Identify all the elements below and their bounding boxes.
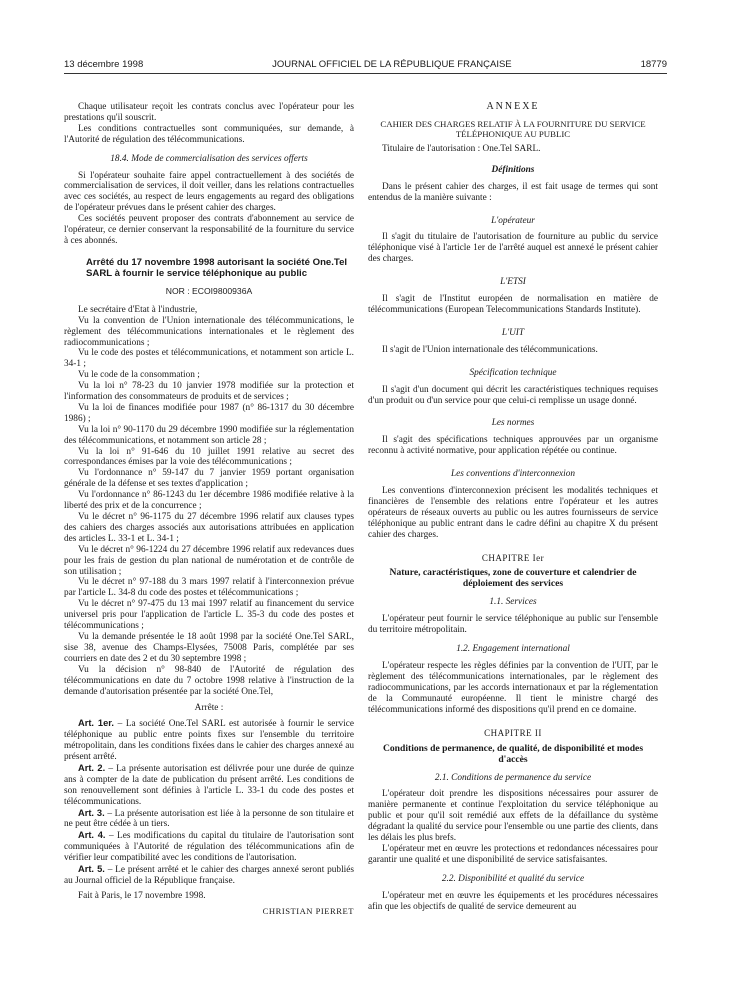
section-title: 2.2. Disponibilité et qualité du service: [441, 873, 585, 884]
paragraph: L'opérateur met en œuvre les équipements et les procédures nécessaires afin que les objectifs de qualité de service demeurent au: [368, 890, 658, 912]
annexe-title: CAHIER DES CHARGES RELATIF À LA FOURNITURE DU SERVICE TÉLÉPHONIQUE AU PUBLIC: [380, 118, 646, 140]
visa: Vu la loi n° 91-646 du 10 juillet 1991 relative au secret des correspondances émises par la voie des télécommunications ;: [64, 446, 354, 468]
definition-term: Les normes: [491, 418, 535, 429]
article-label: Art. 4.: [78, 830, 106, 841]
visa: Vu la loi n° 90-1170 du 29 décembre 1990 modifiée sur la réglementation des télécommunications, et notamment son article 28 ;: [64, 424, 354, 446]
visa: Vu le décret n° 96-1175 du 27 décembre 1996 relatif aux clauses types des cahiers des charges associés aux autorisations attribuées en application des articles L. 33-1 et L. 34-1 ;: [64, 512, 354, 544]
titulaire: Titulaire de l'autorisation : One.Tel SARL.: [382, 143, 541, 154]
chapter-1-title: Nature, caractéristiques, zone de couverture et calendrier de déploiement des services: [389, 567, 637, 590]
article-label: Art. 3.: [78, 807, 105, 818]
paragraph: Ces sociétés peuvent proposer des contrats d'abonnement au service de l'opérateur, ce dernier conservant la responsabilité de la fourniture du service à ces abonnés.: [64, 214, 354, 246]
paragraph: L'opérateur respecte les règles définies par la convention de l'UIT, par le règlement des télécommunications internationales, par le règlement des radiocommunications, par les accords internationaux et par la réglementation de la Communauté européenne. Il tient le ministre chargé des télécommunications informé des dispositions qu'il prend en ce domaine.: [368, 661, 658, 715]
section-title: 1.2. Engagement international: [456, 644, 570, 655]
paragraph: L'opérateur peut fournir le service téléphonique au public sur l'ensemble du territoire métropolitain.: [368, 614, 658, 636]
visa: Vu la convention de l'Union internationale des télécommunications, le règlement des télécommunications internationales et le règlement des radiocommunications ;: [64, 315, 354, 348]
article-label: Art. 1er.: [78, 718, 114, 729]
visa: Vu la décision n° 98-840 de l'Autorité de régulation des télécommunications en date du 7 octobre 1998 relative à l'instruction de la demande d'autorisation présentée par la société One.Tel,: [64, 664, 354, 697]
definition-term: L'UIT: [501, 327, 525, 338]
article: [64, 718, 354, 763]
visa: Vu la loi de finances modifiée pour 1987 (n° 86-1317 du 30 décembre 1986) ;: [64, 402, 354, 424]
visa: Vu l'ordonnance n° 86-1243 du 1er décembre 1986 modifiée relative à la liberté des prix et de la concurrence ;: [64, 490, 354, 512]
definition-term: Spécification technique: [469, 367, 557, 378]
article: [64, 864, 354, 887]
section-title: 1.1. Services: [489, 597, 537, 608]
nor-reference: NOR : ECOI9800936A: [165, 285, 253, 296]
right-column: [368, 102, 658, 913]
visa: Vu le décret n° 96-1224 du 27 décembre 1996 relatif aux redevances dues pour les frais de gestion du plan national de numérotation et de contrôle de son utilisation ;: [64, 544, 354, 577]
article-text: – Les modifications du capital du titulaire de l'autorisation sont communiquées à l'Autorité de régulation des télécommunications afin de vérifier leur compatibilité avec les conditions de l'autorisation.: [64, 831, 354, 864]
paragraph: L'opérateur doit prendre les dispositions nécessaires pour assurer de manière permanente et continue l'exploitation du service téléphonique au public et pour qu'il soit remédié aux effets de la défaillance du système dégradant la qualité du service pour l'ensemble ou une partie des clients, dans les délais les plus brefs.: [368, 789, 658, 844]
visa: Vu le décret n° 97-188 du 3 mars 1997 relatif à l'interconnexion prévue par l'article L. 34-8 du code des postes et télécommunications ;: [64, 577, 354, 599]
fait-a-paris: Fait à Paris, le 17 novembre 1998.: [78, 890, 206, 901]
definitions-intro: Dans le présent cahier des charges, il est fait usage de termes qui sont entendus de la manière suivante :: [368, 181, 658, 203]
paragraph: Si l'opérateur souhaite faire appel contractuellement à des sociétés de commercialisation de services, il doit veiller, dans les relations contractuelles avec ces sociétés, au respect de leurs engagements au regard des obligations de l'opérateur prévues dans le présent cahier des charges.: [64, 170, 354, 214]
paragraph: Les conditions contractuelles sont communiquées, sur demande, à l'Autorité de régulation des télécommunications.: [64, 123, 354, 145]
definition-term: L'ETSI: [500, 277, 526, 288]
visa: Vu la demande présentée le 18 août 1998 par la société One.Tel SARL, sise 38, avenue des Champs-Elysées, 75008 Paris, complétée par ses courriers en date des 2 et du 30 septembre 1998 ;: [64, 631, 354, 664]
article-label: Art. 2.: [78, 762, 106, 773]
article: [64, 763, 354, 808]
paragraph: Chaque utilisateur reçoit les contrats conclus avec l'opérateur pour les prestations qu'il souscrit.: [64, 102, 354, 123]
section-title: 2.1. Conditions de permanence du service: [434, 772, 592, 783]
paragraph: L'opérateur met en œuvre les protections et redondances nécessaires pour garantir une qualité et une disponibilité de service satisfaisantes.: [368, 843, 658, 865]
article: [64, 808, 354, 831]
article-text: – La présente autorisation est délivrée pour une durée de quinze ans à compter de la date de publication du présent arrêté. Les conditions de son renouvellement sont définies à l'article L. 33-1 du code des postes et télécommunications.: [64, 763, 354, 807]
header-date: 13 décembre 1998: [64, 58, 144, 70]
definition-text: Il s'agit de l'Union internationale des télécommunications.: [382, 344, 598, 355]
visa: Vu le décret n° 97-475 du 13 mai 1997 relatif au financement du service universel pris pour l'application de l'article L. 35-3 du code des postes et télécommunications ;: [64, 599, 354, 632]
header-rule: [64, 73, 667, 74]
header-page-number: 18779: [640, 58, 667, 70]
arrete-title: Arrêté du 17 novembre 1998 autorisant la société One.Tel SARL à fournir le service téléphonique au public: [86, 256, 348, 280]
definition-text: Il s'agit du titulaire de l'autorisation de fourniture au public du service téléphonique visé à l'article 1er de l'arrêté auquel est annexé le présent cahier des charges.: [368, 232, 658, 265]
definition-text: Il s'agit de l'Institut européen de normalisation en matière de télécommunications (European Telecommunications Standards Institute).: [368, 294, 658, 315]
article-text: – Le présent arrêté et le cahier des charges annexé seront publiés au Journal officiel de la République française.: [64, 865, 354, 886]
visa: Vu l'ordonnance n° 59-147 du 7 janvier 1959 portant organisation générale de la défense et ses textes d'application ;: [64, 468, 354, 490]
visa: Le secrétaire d'Etat à l'industrie,: [78, 304, 198, 315]
article-text: – La présente autorisation est liée à la personne de son titulaire et ne peut être cédée à un tiers.: [64, 808, 354, 830]
definition-text: Il s'agit d'un document qui décrit les caractéristiques techniques requises d'un produit ou d'un service pour que celui-ci remplisse un usage donné.: [368, 384, 658, 406]
definition-term: Les conventions d'interconnexion: [450, 469, 576, 480]
header-journal-title: JOURNAL OFFICIEL DE LA RÉPUBLIQUE FRANÇAISE: [272, 58, 512, 70]
definition-text: Les conventions d'interconnexion précisent les modalités techniques et financières de l'ensemble des relations entre l'opérateur et les autres opérateurs de réseaux ouverts au public ou les autres fournisseurs de service téléphonique au public entrant dans le cadre défini au chapitre X du présent cahier des charges.: [368, 486, 658, 540]
definition-term: L'opérateur: [491, 215, 535, 226]
article-text: – La société One.Tel SARL est autorisée à fournir le service téléphonique au public entre points fixes sur l'ensemble du territoire métropolitain, dans les conditions fixées dans le cahier des charges annexé au présent arrêté.: [64, 719, 354, 763]
left-column: [64, 102, 354, 917]
signature: CHRISTIAN PIERRET: [262, 905, 354, 916]
arrete-word: Arrête :: [194, 703, 224, 714]
definition-text: Il s'agit des spécifications techniques approuvées par un organisme reconnu à activité normative, pour application répétée ou continue.: [368, 435, 658, 457]
definitions-title: Définitions: [491, 164, 535, 175]
chapter-2-label: CHAPITRE II: [484, 727, 542, 738]
visa: Vu le code de la consommation ;: [78, 370, 200, 381]
chapter-1-label: CHAPITRE Ier: [481, 552, 545, 563]
section-title: 18.4. Mode de commercialisation des services offerts: [110, 153, 308, 164]
visa: Vu le code des postes et télécommunications, et notamment son article L. 34-1 ;: [64, 348, 354, 370]
page-header: [64, 56, 667, 72]
visa: Vu la loi n° 78-23 du 10 janvier 1978 modifiée sur la protection et l'information des consommateurs de produits et de services ;: [64, 381, 354, 403]
chapter-2-title: Conditions de permanence, de qualité, de disponibilité et modes d'accès: [382, 742, 644, 765]
article: [64, 830, 354, 864]
annexe-heading: ANNEXE: [486, 101, 540, 112]
article-label: Art. 5.: [78, 864, 105, 875]
